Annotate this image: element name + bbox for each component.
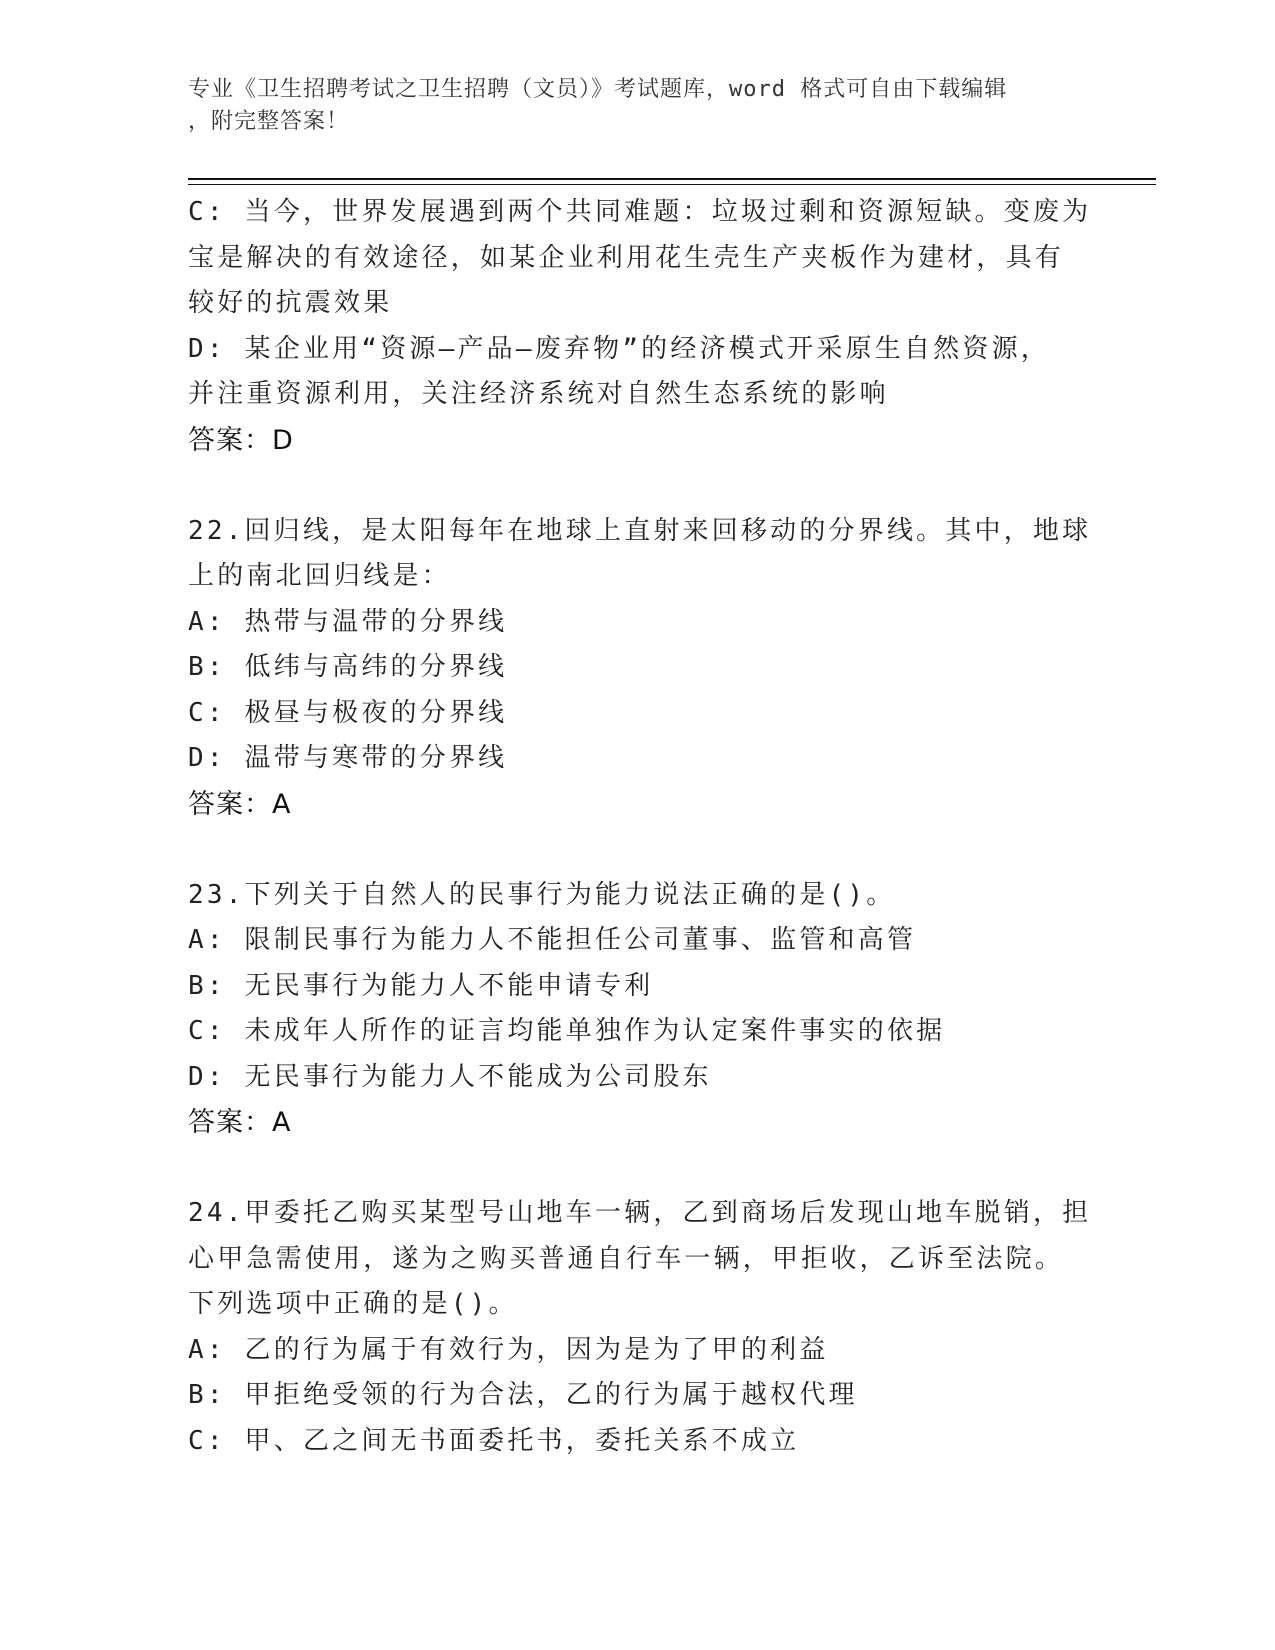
spacer: [188, 463, 1108, 509]
question-24: [188, 1191, 1108, 1464]
q23-answer: 答案：A: [188, 1107, 292, 1138]
q22-answer: 答案：A: [188, 788, 292, 820]
spacer: [188, 1146, 1108, 1192]
q21-option-c-line-2: 宝是解决的有效途径，如某企业利用花生壳生产夹板作为建材，具有: [188, 242, 1065, 273]
q23-stem-line-1: 23.下列关于自然人的民事行为能力说法正确的是()。: [188, 879, 896, 910]
q22-stem-line-1: 22.回归线，是太阳每年在地球上直射来回移动的分界线。其中，地球: [188, 515, 1092, 546]
q22-option-d: D: 温带与寒带的分界线: [188, 743, 508, 773]
q22-option-c: C: 极昼与极夜的分界线: [188, 697, 508, 728]
q21-option-d-line-2: 并注重资源利用，关注经济系统对自然生态系统的影响: [188, 379, 889, 409]
q24-option-b: B: 甲拒绝受领的行为合法，乙的行为属于越权代理: [188, 1380, 858, 1410]
header-title-line-2: ，附完整答案！: [188, 109, 350, 134]
header-divider-thin: [188, 184, 1156, 185]
q23-option-d: D: 无民事行为能力人不能成为公司股东: [188, 1061, 712, 1092]
q21-option-c-line-1: C: 当今，世界发展遇到两个共同难题：垃圾过剩和资源短缺。变废为: [188, 197, 1092, 227]
q23-option-a: A: 限制民事行为能力人不能担任公司董事、监管和高管: [188, 925, 917, 955]
page-header: [188, 74, 1068, 138]
q22-option-a: A: 热带与温带的分界线: [188, 606, 508, 637]
q24-option-a: A: 乙的行为属于有效行为，因为是为了甲的利益: [188, 1334, 829, 1365]
header-title-line-1: 专业《卫生招聘考试之卫生招聘（文员）》考试题库，word 格式可自由下载编辑: [188, 77, 1008, 102]
q21-option-c-line-3: 较好的抗震效果: [188, 288, 393, 318]
q21-option-d-line-1: D: 某企业用“资源—产品—废弃物”的经济模式开采原生自然资源，: [188, 333, 1050, 364]
q23-option-b: B: 无民事行为能力人不能申请专利: [188, 970, 654, 1001]
q21-answer: 答案：D: [188, 424, 294, 456]
q24-option-c: C: 甲、乙之间无书面委托书，委托关系不成立: [188, 1425, 800, 1456]
q22-option-b: B: 低纬与高纬的分界线: [188, 652, 508, 682]
question-21-tail: [188, 190, 1108, 463]
spacer: [188, 827, 1108, 873]
q24-stem-line-3: 下列选项中正确的是()。: [188, 1289, 518, 1319]
q24-stem-line-1: 24.甲委托乙购买某型号山地车一辆，乙到商场后发现山地车脱销，担: [188, 1198, 1092, 1228]
q24-stem-line-2: 心甲急需使用，遂为之购买普通自行车一辆，甲拒收，乙诉至法院。: [188, 1243, 1065, 1274]
header-divider-thick: [188, 178, 1156, 180]
question-22: [188, 509, 1108, 828]
question-23: [188, 873, 1108, 1146]
q23-option-c: C: 未成年人所作的证言均能单独作为认定案件事实的依据: [188, 1016, 946, 1046]
question-content: [188, 190, 1108, 1464]
q22-stem-line-2: 上的南北回归线是：: [188, 561, 451, 591]
